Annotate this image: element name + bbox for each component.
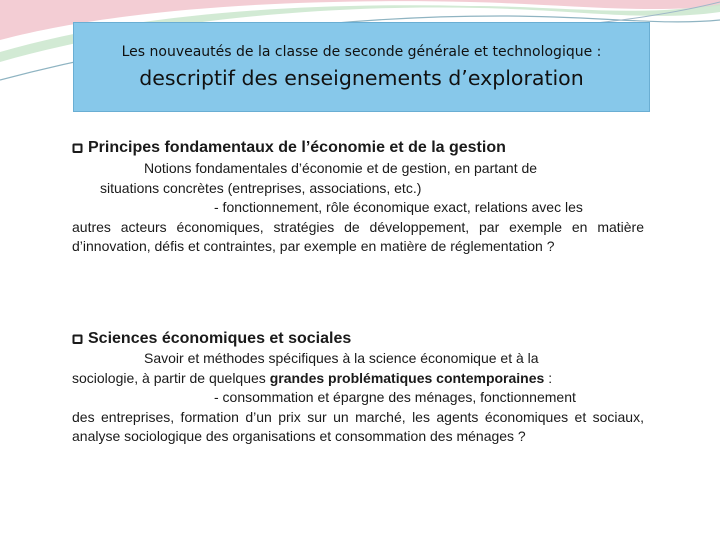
section-body xyxy=(72,349,644,447)
section-body xyxy=(72,159,644,257)
checkbox-bullet-icon xyxy=(72,142,84,154)
section-economic-social-sciences xyxy=(72,330,644,447)
title-box xyxy=(73,22,650,112)
section-heading xyxy=(72,139,644,157)
title-line-1: Les nouveautés de la classe de seconde générale et technologique : xyxy=(121,44,602,60)
detail-line: - fonctionnement, rôle économique exact, relations avec les xyxy=(214,199,583,215)
strong-text: situations concrètes xyxy=(100,179,224,196)
text: (entreprises, associations, etc.) xyxy=(223,179,422,196)
detail-line: - consommation et épargne des ménages, fonctionnement xyxy=(214,389,576,405)
intro-line: Savoir et méthodes spécifiques à la science économique et à la xyxy=(144,350,539,366)
section-heading-text: Principes fondamentaux de l’économie et de la gestion xyxy=(88,139,506,156)
intro-line-2 xyxy=(72,179,644,199)
checkbox-bullet-icon xyxy=(72,333,84,345)
section-heading-text: Sciences économiques et sociales xyxy=(88,330,352,347)
title-line-2: descriptif des enseignements d’exploration xyxy=(139,66,584,90)
text: : xyxy=(544,369,553,386)
text: sociologie, à partir de quelques xyxy=(72,369,270,386)
section-heading xyxy=(72,330,644,348)
detail-text: des entreprises, formation d’un prix sur un marché, les agents économiques et sociaux, analyse sociologique des organisations et consommation des ménages ? xyxy=(72,408,644,444)
section-economy-management xyxy=(72,139,644,257)
strong-text: grandes problématiques contemporaines xyxy=(269,369,545,386)
intro-line-2 xyxy=(72,369,644,389)
intro-line: Notions fondamentales d’économie et de gestion, en partant de xyxy=(144,160,538,176)
detail-text: autres acteurs économiques, stratégies de développement, par exemple en matière d’innovation, défis et contraintes, par exemple en matière de réglementation ? xyxy=(72,218,644,254)
